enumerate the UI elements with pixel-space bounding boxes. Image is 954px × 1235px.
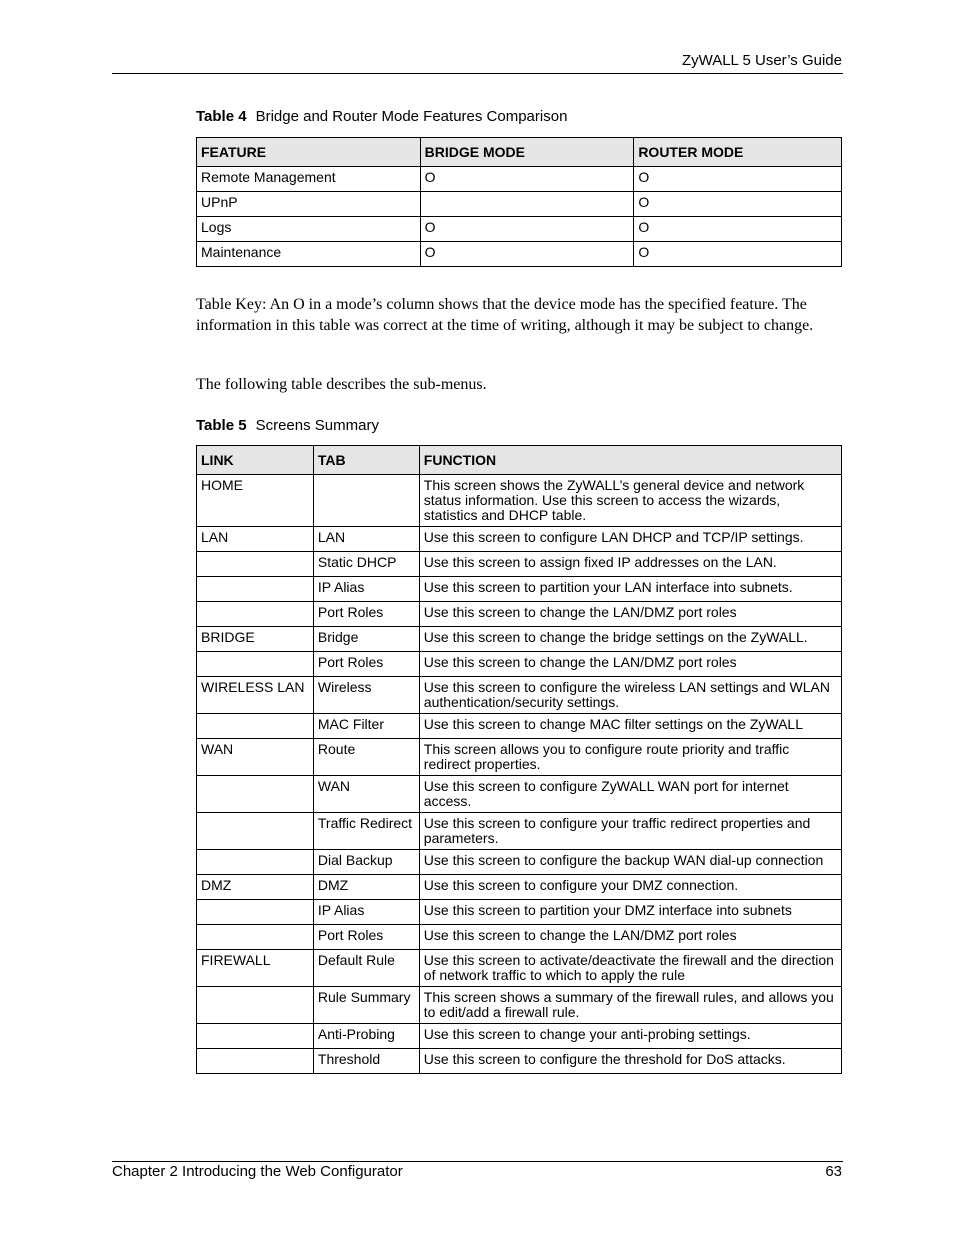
table-row	[197, 1049, 842, 1074]
tab-cell: MAC Filter	[313, 714, 419, 739]
tab-cell: IP Alias	[313, 900, 419, 925]
header-tab: TAB	[313, 446, 419, 475]
footer-rule	[112, 1161, 843, 1162]
table5-caption	[196, 417, 379, 434]
table-row	[197, 900, 842, 925]
function-cell: Use this screen to change the LAN/DMZ port roles	[419, 602, 841, 627]
table-row	[197, 652, 842, 677]
link-cell	[197, 850, 314, 875]
table4-label: Table 4	[196, 108, 247, 125]
feature-cell: Maintenance	[197, 242, 421, 267]
features-comparison-table	[196, 137, 842, 267]
table-row	[197, 739, 842, 776]
header-rule	[112, 73, 843, 74]
table-row	[197, 602, 842, 627]
header-router-mode: ROUTER MODE	[634, 138, 842, 167]
intro-paragraph: The following table describes the sub-menus.	[196, 376, 487, 393]
tab-cell: Port Roles	[313, 602, 419, 627]
tab-cell: Bridge	[313, 627, 419, 652]
function-cell: Use this screen to change the LAN/DMZ port roles	[419, 925, 841, 950]
function-cell: Use this screen to change MAC filter settings on the ZyWALL	[419, 714, 841, 739]
link-cell: LAN	[197, 527, 314, 552]
table-row	[197, 677, 842, 714]
tab-cell: Port Roles	[313, 925, 419, 950]
bridge-mode-cell: O	[420, 167, 634, 192]
link-cell	[197, 577, 314, 602]
function-cell: Use this screen to configure the backup WAN dial-up connection	[419, 850, 841, 875]
function-cell: Use this screen to activate/deactivate the firewall and the direction of network traffic to which to apply the rule	[419, 950, 841, 987]
tab-cell: WAN	[313, 776, 419, 813]
tab-cell: Threshold	[313, 1049, 419, 1074]
link-cell	[197, 652, 314, 677]
bridge-mode-cell: O	[420, 217, 634, 242]
tab-cell: DMZ	[313, 875, 419, 900]
page-header-title: ZyWALL 5 User’s Guide	[681, 52, 842, 69]
tab-cell: IP Alias	[313, 577, 419, 602]
tab-cell: Port Roles	[313, 652, 419, 677]
tab-cell: LAN	[313, 527, 419, 552]
link-cell	[197, 1049, 314, 1074]
function-cell: Use this screen to configure your traffic redirect properties and parameters.	[419, 813, 841, 850]
router-mode-cell: O	[634, 217, 842, 242]
table5-label: Table 5	[196, 417, 247, 434]
screens-summary-table	[196, 445, 842, 1074]
link-cell: HOME	[197, 475, 314, 527]
table-row	[197, 950, 842, 987]
link-cell: WAN	[197, 739, 314, 776]
function-cell: This screen shows the ZyWALL’s general device and network status information. Use this screen to access the wizards, statistics and DHCP table.	[419, 475, 841, 527]
header-bridge-mode: BRIDGE MODE	[420, 138, 634, 167]
link-cell: BRIDGE	[197, 627, 314, 652]
table4-title: Bridge and Router Mode Features Comparison	[255, 108, 568, 125]
function-cell: Use this screen to configure your DMZ connection.	[419, 875, 841, 900]
function-cell: Use this screen to configure the threshold for DoS attacks.	[419, 1049, 841, 1074]
function-cell: Use this screen to partition your DMZ interface into subnets	[419, 900, 841, 925]
function-cell: This screen shows a summary of the firewall rules, and allows you to edit/add a firewall rule.	[419, 987, 841, 1024]
link-cell	[197, 813, 314, 850]
tab-cell: Static DHCP	[313, 552, 419, 577]
table-header-row	[197, 446, 842, 475]
tab-cell: Rule Summary	[313, 987, 419, 1024]
table-key-paragraph: Table Key: An O in a mode’s column shows that the device mode has the specified feature. The information in this table was correct at the time of writing, although it may be subject to change.	[196, 296, 814, 334]
link-cell	[197, 714, 314, 739]
table-row	[197, 987, 842, 1024]
router-mode-cell: O	[634, 242, 842, 267]
table5-title: Screens Summary	[255, 417, 379, 434]
function-cell: Use this screen to change the LAN/DMZ port roles	[419, 652, 841, 677]
tab-cell	[313, 475, 419, 527]
header-function: FUNCTION	[419, 446, 841, 475]
table-row	[197, 242, 842, 267]
table-row	[197, 577, 842, 602]
tab-cell: Route	[313, 739, 419, 776]
link-cell: WIRELESS LAN	[197, 677, 314, 714]
function-cell: Use this screen to change the bridge settings on the ZyWALL.	[419, 627, 841, 652]
link-cell	[197, 552, 314, 577]
function-cell: Use this screen to configure LAN DHCP and TCP/IP settings.	[419, 527, 841, 552]
feature-cell: Logs	[197, 217, 421, 242]
tab-cell: Default Rule	[313, 950, 419, 987]
table-row	[197, 527, 842, 552]
table-row	[197, 167, 842, 192]
table-row	[197, 875, 842, 900]
footer-chapter: Chapter 2 Introducing the Web Configurator	[112, 1163, 403, 1180]
function-cell: Use this screen to change your anti-probing settings.	[419, 1024, 841, 1049]
table-row	[197, 714, 842, 739]
table-row	[197, 925, 842, 950]
link-cell	[197, 900, 314, 925]
link-cell	[197, 602, 314, 627]
bridge-mode-cell	[420, 192, 634, 217]
tab-cell: Anti-Probing	[313, 1024, 419, 1049]
feature-cell: Remote Management	[197, 167, 421, 192]
function-cell: Use this screen to configure the wireless LAN settings and WLAN authentication/security settings.	[419, 677, 841, 714]
table-row	[197, 813, 842, 850]
table-row	[197, 1024, 842, 1049]
router-mode-cell: O	[634, 167, 842, 192]
router-mode-cell: O	[634, 192, 842, 217]
table-row	[197, 192, 842, 217]
table-row	[197, 475, 842, 527]
link-cell	[197, 925, 314, 950]
function-cell: This screen allows you to configure route priority and traffic redirect properties.	[419, 739, 841, 776]
header-feature: FEATURE	[197, 138, 421, 167]
bridge-mode-cell: O	[420, 242, 634, 267]
table-row	[197, 850, 842, 875]
table-row	[197, 776, 842, 813]
table4-caption	[196, 108, 567, 125]
link-cell	[197, 987, 314, 1024]
link-cell	[197, 1024, 314, 1049]
tab-cell: Wireless	[313, 677, 419, 714]
tab-cell: Dial Backup	[313, 850, 419, 875]
function-cell: Use this screen to configure ZyWALL WAN port for internet access.	[419, 776, 841, 813]
tab-cell: Traffic Redirect	[313, 813, 419, 850]
function-cell: Use this screen to partition your LAN interface into subnets.	[419, 577, 841, 602]
link-cell: FIREWALL	[197, 950, 314, 987]
table-header-row	[197, 138, 842, 167]
table-row	[197, 627, 842, 652]
header-link: LINK	[197, 446, 314, 475]
table-row	[197, 552, 842, 577]
link-cell: DMZ	[197, 875, 314, 900]
feature-cell: UPnP	[197, 192, 421, 217]
link-cell	[197, 776, 314, 813]
page-number: 63	[825, 1163, 842, 1180]
function-cell: Use this screen to assign fixed IP addresses on the LAN.	[419, 552, 841, 577]
table-row	[197, 217, 842, 242]
